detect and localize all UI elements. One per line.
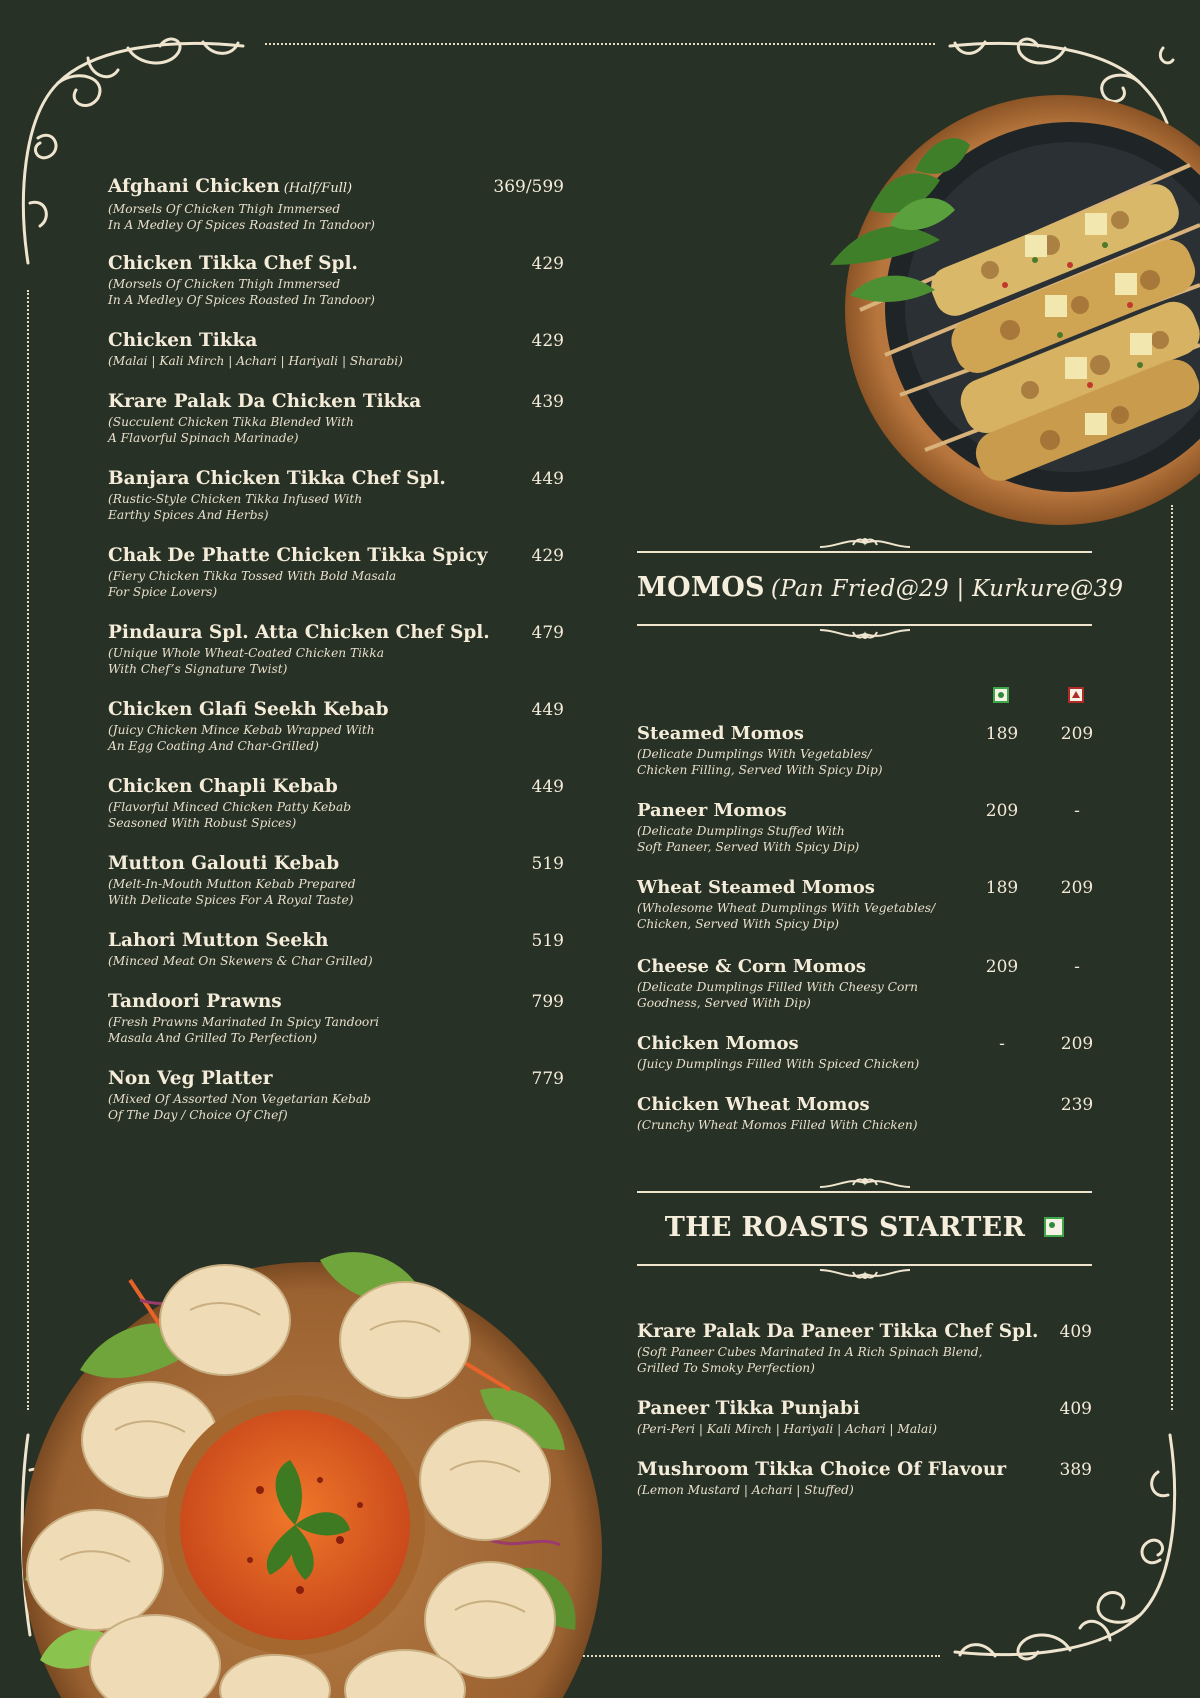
item-name: Wheat Steamed Momos bbox=[637, 877, 875, 898]
item-desc: (Unique Whole Wheat-Coated Chicken Tikka With Chef’s Signature Twist) bbox=[108, 646, 385, 676]
veg-price: 189 bbox=[985, 724, 1019, 744]
item-desc: (Crunchy Wheat Momos Filled With Chicken) bbox=[637, 1118, 918, 1132]
section-title: MOMOS (Pan Fried@29 | Kurkure@39 bbox=[637, 572, 1124, 603]
kebab-plate-image bbox=[830, 95, 1200, 530]
flourish-icon bbox=[818, 535, 912, 551]
item-desc: (Lemon Mustard | Achari | Stuffed) bbox=[637, 1483, 854, 1497]
list-item bbox=[108, 468, 564, 523]
item-desc: (Wholesome Wheat Dumplings With Vegetables/ Chicken, Served With Spicy Dip) bbox=[637, 901, 936, 931]
item-desc: (Rustic-Style Chicken Tikka Infused With Earthy Spices And Herbs) bbox=[108, 492, 363, 522]
item-desc: (Minced Meat On Skewers & Char Grilled) bbox=[108, 954, 373, 968]
veg-price: - bbox=[999, 1034, 1005, 1054]
item-price: 779 bbox=[531, 1069, 564, 1089]
item-name: Mutton Galouti Kebab bbox=[108, 853, 340, 874]
item-name: Chicken Tikka Chef Spl. bbox=[108, 253, 358, 274]
item-name: Krare Palak Da Chicken Tikka bbox=[108, 391, 422, 412]
list-item bbox=[637, 1321, 1092, 1376]
item-name: Lahori Mutton Seekh bbox=[108, 930, 329, 951]
veg-icon bbox=[1044, 1217, 1064, 1237]
list-item bbox=[637, 956, 1092, 1011]
item-desc: (Delicate Dumplings With Vegetables/ Chicken Filling, Served With Spicy Dip) bbox=[637, 747, 883, 777]
item-name: Chicken Glafi Seekh Kebab bbox=[108, 699, 389, 720]
item-name: Steamed Momos bbox=[637, 723, 804, 744]
momos-plate-image bbox=[20, 1240, 610, 1698]
item-name: Chicken Tikka bbox=[108, 330, 258, 351]
list-item bbox=[108, 1068, 564, 1123]
item-desc: (Mixed Of Assorted Non Vegetarian Kebab Of The Day / Choice Of Chef) bbox=[108, 1092, 371, 1122]
veg-price: 189 bbox=[985, 878, 1019, 898]
list-item bbox=[108, 253, 564, 308]
list-item bbox=[108, 930, 564, 969]
item-price: 429 bbox=[531, 331, 564, 351]
item-name: Cheese & Corn Momos bbox=[637, 956, 866, 977]
item-desc: (Juicy Chicken Mince Kebab Wrapped With An Egg Coating And Char-Grilled) bbox=[108, 723, 375, 753]
nonveg-price: 209 bbox=[1060, 878, 1094, 898]
item-desc: (Malai | Kali Mirch | Achari | Hariyali | Sharabi) bbox=[108, 354, 403, 368]
list-item bbox=[108, 699, 564, 754]
list-item bbox=[637, 723, 1092, 778]
item-desc: (Flavorful Minced Chicken Patty Kebab Seasoned With Robust Spices) bbox=[108, 800, 352, 830]
roasts-header bbox=[637, 1212, 1092, 1243]
nonveg-price: 239 bbox=[1060, 1095, 1094, 1115]
item-price: 409 bbox=[1059, 1399, 1092, 1419]
list-item bbox=[108, 545, 564, 600]
item-price: 479 bbox=[531, 623, 564, 643]
nonveg-icon bbox=[1068, 687, 1084, 703]
item-price: 449 bbox=[531, 700, 564, 720]
item-desc: (Fiery Chicken Tikka Tossed With Bold Masala For Spice Lovers) bbox=[108, 569, 397, 599]
item-desc: (Soft Paneer Cubes Marinated In A Rich Spinach Blend, Grilled To Smoky Perfection) bbox=[637, 1345, 983, 1375]
item-name: Chicken Wheat Momos bbox=[637, 1094, 870, 1115]
item-price: 519 bbox=[531, 854, 564, 874]
item-name: Pindaura Spl. Atta Chicken Chef Spl. bbox=[108, 622, 490, 643]
item-name: Mushroom Tikka Choice Of Flavour bbox=[637, 1459, 1007, 1480]
item-desc: (Morsels Of Chicken Thigh Immersed In A Medley Of Spices Roasted In Tandoor) bbox=[108, 202, 375, 232]
item-price: 429 bbox=[531, 254, 564, 274]
list-item bbox=[108, 622, 564, 677]
item-price: 429 bbox=[531, 546, 564, 566]
nonveg-price: - bbox=[1074, 957, 1080, 977]
list-item bbox=[108, 330, 564, 369]
veg-price: 209 bbox=[985, 957, 1019, 977]
list-item bbox=[108, 391, 564, 446]
item-price: 519 bbox=[531, 931, 564, 951]
item-price: 439 bbox=[531, 392, 564, 412]
list-item bbox=[637, 877, 1092, 932]
item-price: 389 bbox=[1059, 1460, 1092, 1480]
item-name: Paneer Tikka Punjabi bbox=[637, 1398, 860, 1419]
veg-icon bbox=[993, 687, 1009, 703]
item-note: (Half/Full) bbox=[283, 181, 353, 196]
flourish-icon bbox=[818, 626, 912, 642]
list-item bbox=[637, 1033, 1092, 1072]
item-price: 369/599 bbox=[493, 177, 564, 197]
right-dotted-border bbox=[1171, 505, 1173, 1410]
flourish-icon bbox=[818, 1266, 912, 1282]
item-name: Krare Palak Da Paneer Tikka Chef Spl. bbox=[637, 1321, 1039, 1342]
item-name: Banjara Chicken Tikka Chef Spl. bbox=[108, 468, 446, 489]
item-name: Chicken Momos bbox=[637, 1033, 799, 1054]
item-desc: (Melt-In-Mouth Mutton Kebab Prepared With Delicate Spices For A Royal Taste) bbox=[108, 877, 356, 907]
item-price: 449 bbox=[531, 777, 564, 797]
item-name: Tandoori Prawns bbox=[108, 991, 282, 1012]
momos-header bbox=[637, 572, 1124, 603]
section-title: THE ROASTS STARTER bbox=[664, 1212, 1026, 1243]
item-desc: (Succulent Chicken Tikka Blended With A Flavorful Spinach Marinade) bbox=[108, 415, 354, 445]
item-name: Chicken Chapli Kebab bbox=[108, 776, 338, 797]
item-desc: (Juicy Dumplings Filled With Spiced Chicken) bbox=[637, 1057, 920, 1071]
list-item bbox=[108, 176, 564, 233]
item-desc: (Delicate Dumplings Stuffed With Soft Paneer, Served With Spicy Dip) bbox=[637, 824, 860, 854]
section-rule bbox=[637, 551, 1092, 553]
item-name: Paneer Momos bbox=[637, 800, 787, 821]
item-desc: (Peri-Peri | Kali Mirch | Hariyali | Achari | Malai) bbox=[637, 1422, 937, 1436]
list-item bbox=[108, 776, 564, 831]
list-item bbox=[637, 1094, 1092, 1133]
item-desc: (Morsels Of Chicken Thigh Immersed In A Medley Of Spices Roasted In Tandoor) bbox=[108, 277, 375, 307]
flourish-icon bbox=[818, 1175, 912, 1191]
list-item bbox=[637, 800, 1092, 855]
list-item bbox=[637, 1398, 1092, 1437]
item-price: 449 bbox=[531, 469, 564, 489]
nonveg-price: 209 bbox=[1060, 1034, 1094, 1054]
item-price: 799 bbox=[531, 992, 564, 1012]
list-item bbox=[108, 853, 564, 908]
item-price: 409 bbox=[1059, 1322, 1092, 1342]
nonveg-price: 209 bbox=[1060, 724, 1094, 744]
item-name: Afghani Chicken (Half/Full) bbox=[108, 176, 353, 197]
section-subtitle: (Pan Fried@29 | Kurkure@39 bbox=[770, 576, 1124, 602]
section-rule bbox=[637, 1191, 1092, 1193]
nonveg-price: - bbox=[1074, 801, 1080, 821]
bottom-dotted-border bbox=[580, 1655, 940, 1657]
list-item bbox=[637, 1459, 1092, 1498]
item-name: Chak De Phatte Chicken Tikka Spicy bbox=[108, 545, 488, 566]
item-desc: (Delicate Dumplings Filled With Cheesy Corn Goodness, Served With Dip) bbox=[637, 980, 918, 1010]
item-name: Non Veg Platter bbox=[108, 1068, 273, 1089]
item-desc: (Fresh Prawns Marinated In Spicy Tandoori Masala And Grilled To Perfection) bbox=[108, 1015, 379, 1045]
veg-price: 209 bbox=[985, 801, 1019, 821]
list-item bbox=[108, 991, 564, 1046]
top-dotted-border bbox=[265, 43, 935, 45]
